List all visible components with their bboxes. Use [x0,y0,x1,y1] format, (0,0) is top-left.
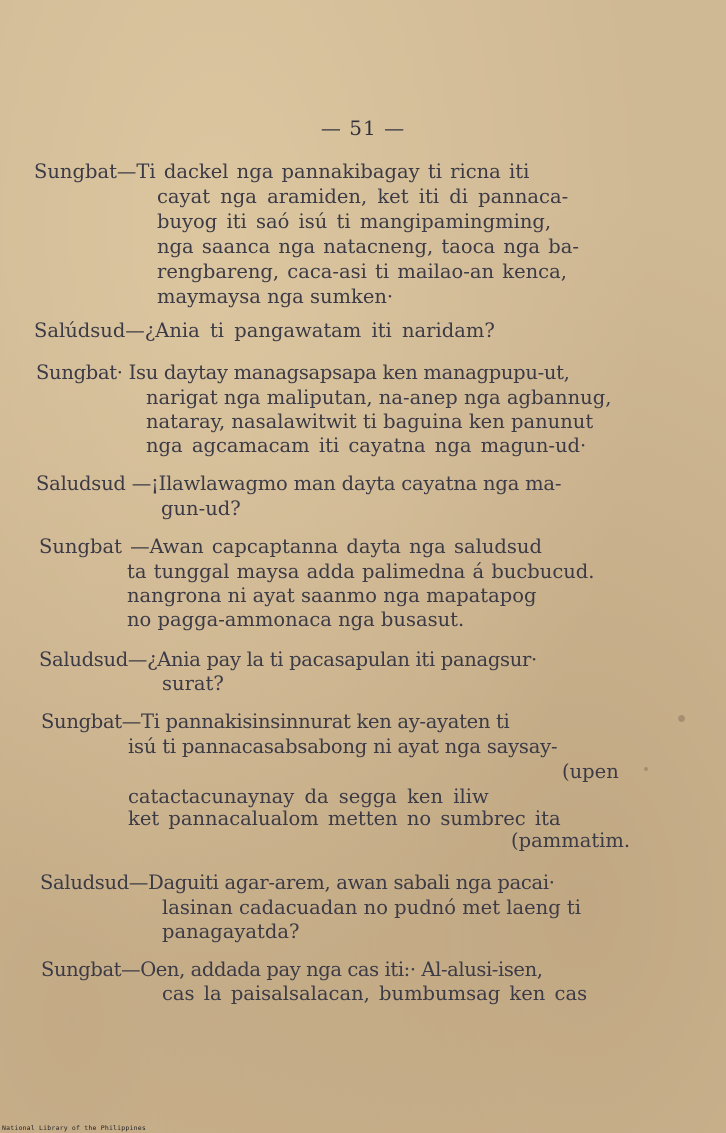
text-line: cas la paisalsalacan, bumbumsag ken cas [162,982,588,1005]
text-line: Saludsud—Daguiti agar-arem, awan sabali nga pacai· [40,871,555,894]
text-line: Sungbat—Oen, addada pay nga cas iti:· Al-alusi-isen, [41,958,543,981]
text-line: nangrona ni ayat saanmo nga mapatapog [127,584,537,607]
paper-speck [644,767,648,771]
text-line: surat? [162,672,224,695]
text-line: (pammatim. [511,829,631,852]
text-line: catactacunaynay da segga ken iliw [128,785,489,808]
text-line: ta tunggal maysa adda palimedna á bucbucud. [127,560,595,583]
text-line: nataray, nasalawitwit ti baguina ken panunut [146,410,594,433]
text-line: isú ti pannacasabsabong ni ayat nga saysay- [128,735,558,758]
text-line: Saludsud —¡Ilawlawagmo man dayta cayatna nga ma- [36,472,562,495]
paper-speck [678,715,685,722]
text-line: rengbareng, caca-asi ti mailao-an kenca, [157,260,567,283]
text-line: ket pannacalualom metten no sumbrec ita [128,807,561,830]
text-line: Sungbat—Ti dackel nga pannakibagay ti ricna iti [34,160,530,183]
text-line: panagayatda? [162,920,300,943]
text-line: gun-ud? [161,497,241,520]
text-line: Sungbat —Awan capcaptanna dayta nga saludsud [39,535,542,558]
paper-speck [64,326,67,329]
text-line: cayat nga aramiden, ket iti di pannaca- [157,185,569,208]
text-line: no pagga-ammonaca nga busasut. [127,608,465,631]
text-line: lasinan cadacuadan no pudnó met laeng ti [162,896,581,919]
text-line: nga saanca nga natacneng, taoca nga ba- [157,235,579,258]
text-line: Saludsud—¿Ania pay la ti pacasapulan iti panagsur· [39,648,537,671]
library-footer: National Library of the Philippines [2,1124,146,1132]
text-line: narigat nga maliputan, na-anep nga agbannug, [146,386,612,409]
text-line: Salúdsud—¿Ania ti pangawatam iti naridam? [34,319,495,342]
text-line: nga agcamacam iti cayatna nga magun-ud· [146,434,587,457]
text-line: buyog iti saó isú ti mangipamingming, [157,210,552,233]
text-line: (upen [562,760,619,783]
text-line: maymaysa nga sumken· [157,285,394,308]
page-number: — 51 — [320,116,406,140]
text-line: Sungbat· Isu daytay managsapsapa ken managpupu-ut, [36,361,570,384]
text-line: Sungbat—Ti pannakisinsinnurat ken ay-ayaten ti [41,710,510,733]
